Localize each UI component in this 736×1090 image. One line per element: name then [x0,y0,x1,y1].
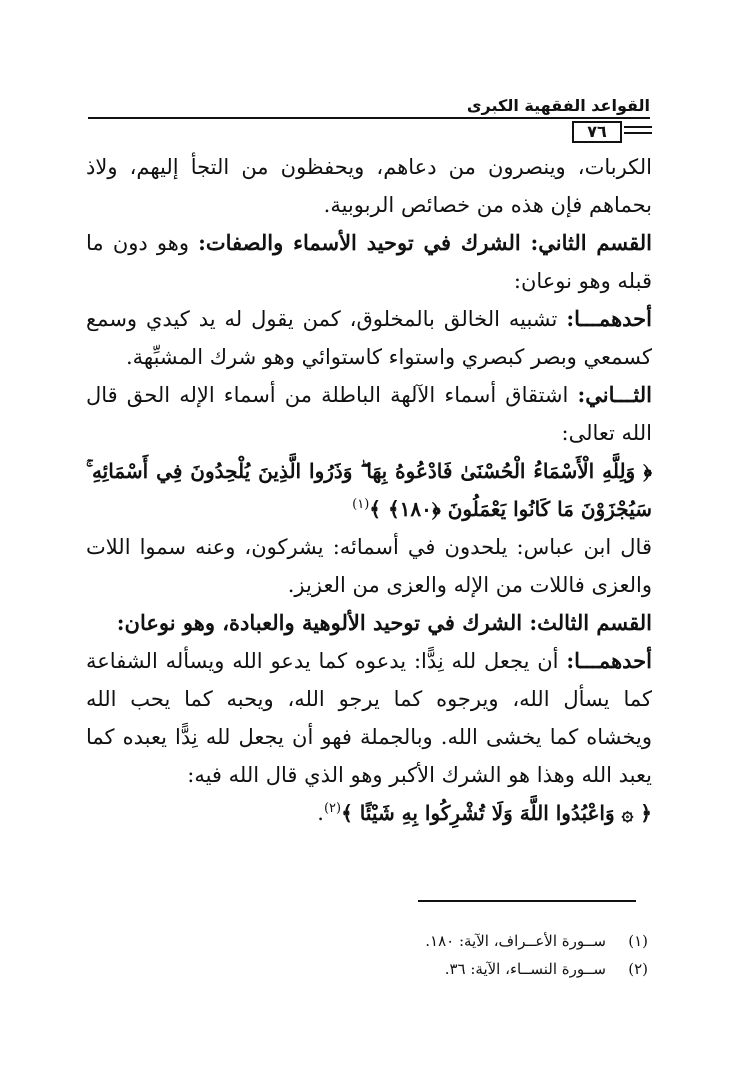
section-heading: القسم الثالث: الشرك في توحيد الألوهية والعبادة، وهو نوعان: [116,610,652,635]
paragraph [86,300,652,376]
quran-verse [86,794,652,832]
footnote-text: ســورة النســاء، الآية: ٣٦. [444,960,606,978]
paragraph-text: وهو دون ما قبله وهو نوعان: [86,231,652,293]
paragraph [86,224,652,300]
header-rule [88,117,650,119]
footnote-text: ســورة الأعــراف، الآية: ١٨٠. [425,932,606,950]
term-heading: أحدهمـــا: [566,648,652,673]
page-number-row [572,121,652,143]
term-heading: أحدهمـــا: [566,306,652,331]
footnote-number: (٢) [628,960,648,978]
footnote [300,958,648,980]
page-number: ٧٦ [572,121,622,143]
paragraph [86,642,652,794]
section-heading: القسم الثاني: الشرك في توحيد الأسماء والصفات: [198,230,652,255]
verse-text: ﴿ وَلِلَّهِ الْأَسْمَاءُ الْحُسْنَىٰ فَادْعُوهُ بِهَا ۖ وَذَرُوا الَّذِينَ يُلْحِدُونَ فِي أَسْمَائِهِ ۚ سَيُجْزَوْنَ مَا كَانُوا يَعْمَلُونَ ﴿١٨٠﴾ ﴾ [86,459,652,521]
main-text [86,148,652,832]
paragraph: الكربات، وينصرون من دعاهم، ويحفظون من التجأ إليهم، ولاذ بحماهم فإن هذه من خصائص الربوبية. [86,155,652,217]
page-number-ornament [624,126,652,134]
verse-end: . [317,801,324,825]
footnote-ref: (٢) [323,801,342,816]
quran-verse [86,452,652,528]
running-header: القواعد الفقهية الكبرى [466,96,650,115]
paragraph-text: اشتقاق أسماء الآلهة الباطلة من أسماء الإله الحق قال الله تعالى: [86,383,652,445]
footnote-rule [418,900,636,902]
footnote-ref: (١) [352,497,370,512]
footnote [300,930,648,952]
paragraph: قال ابن عباس: يلحدون في أسمائه: يشركون، وعنه سموا اللات والعزى فاللات من الإله والعزى من العزيز. [86,535,652,597]
verse-text: ﴿ ۞ وَاعْبُدُوا اللَّهَ وَلَا تُشْرِكُوا بِهِ شَيْئًا ﴾ [341,801,652,825]
term-heading: الثـــاني: [577,382,652,407]
footnote-number: (١) [628,932,648,950]
paragraph-text: تشبيه الخالق بالمخلوق، كمن يقول له يد كيدي وسمع كسمعي وبصر كبصري واستواء كاستوائي وهو شرك المشبِّهة. [86,307,652,369]
paragraph-text: أن يجعل لله نِدًّا: يدعوه كما يدعو الله ويسأله الشفاعة كما يسأل الله، ويرجوه كما يرجو الله، ويحبه كما يحب الله ويخشاه كما يخشى الله. وبالجملة فهو أن يجعل لله نِدًّا يعبده كما يعبد الله وهذا هو الشرك الأكبر وهو الذي قال الله فيه: [86,649,652,787]
paragraph [86,376,652,452]
